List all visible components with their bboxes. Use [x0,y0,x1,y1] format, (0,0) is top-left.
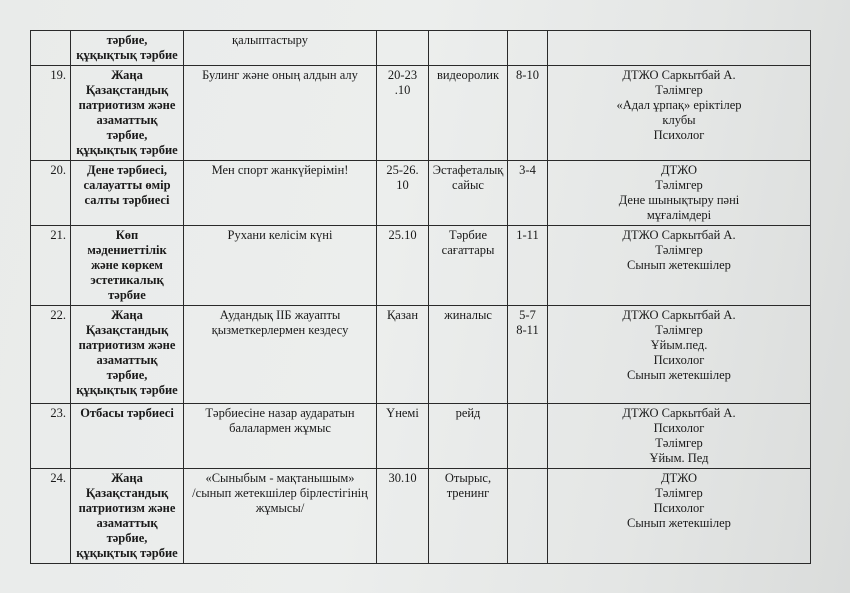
cell-direction [71,226,184,306]
direction-line: Жаңа [111,68,143,82]
responsible-line: ДТЖО Саркытбай А. [622,228,736,242]
event-line: «Сыныбым - мақтанышым» [205,471,355,485]
table-row [31,404,811,469]
table-row [31,66,811,161]
education-plan-table [30,30,811,564]
date-line: 30.10 [388,471,417,485]
responsible-line: Тәлімгер [655,323,703,337]
responsible-line: Тәлімгер [655,436,703,450]
form-line: Тәрбие сағаттары [441,228,495,257]
table-row [31,161,811,226]
cell-form [429,306,508,404]
event-line: Рухани келісім күні [227,228,333,242]
table-row [31,469,811,564]
cell-classes [508,66,548,161]
cell-date [377,161,429,226]
responsible-line: «Адал ұрпақ» еріктілер [616,98,742,112]
date-line: Қазан [386,308,419,322]
cell-classes [508,306,548,404]
direction-line: тәрбие, [106,128,148,142]
cell-date [377,66,429,161]
date-line: .10 [394,83,411,97]
table-row [31,226,811,306]
responsible-line: Психолог [653,128,705,142]
responsible-line: Психолог [653,353,705,367]
cell-responsible [548,66,811,161]
direction-line: тәрбие [108,288,146,302]
direction-line: Отбасы тәрбиесі [80,406,174,420]
cell-direction [71,469,184,564]
date-line: Үнемі [386,406,419,420]
event-line: Булинг және оның алдын алу [202,68,358,82]
direction-line: эстетикалық [90,273,164,287]
direction-line: құқықтық тәрбие [76,48,178,62]
classes-line: 8-11 [516,323,539,337]
event-line: балалармен жұмыс [229,421,331,435]
cell-responsible [548,226,811,306]
form-line: Отырыс, [444,471,492,485]
direction-line: мәдениеттілік [87,243,167,257]
direction-line: құқықтық тәрбие [76,546,178,560]
direction-line: құқықтық тәрбие [76,143,178,157]
form-line: тренинг [446,486,490,500]
date-line: 25.10 [388,228,417,242]
direction-line: патриотизм және [78,501,176,515]
direction-line: Көп [115,228,139,242]
responsible-line: Ұйым.пед. [650,338,708,352]
cell-form [429,31,508,66]
event-line: Мен спорт жанкүйерімін! [211,163,349,177]
event-line: Тәрбиесіне назар аударатын [205,406,355,420]
cell-responsible [548,161,811,226]
cell-date [377,469,429,564]
event-line: /сынып жетекшілер бірлестігінің [192,486,368,500]
event-line: Аудандық ІІБ жауапты [219,308,341,322]
event-line: жұмысы/ [255,501,305,515]
responsible-line: ДТЖО [660,471,698,485]
responsible-line: Сынып жетекшілер [627,258,731,272]
responsible-line: ДТЖО Саркытбай А. [622,308,736,322]
cell-event [184,31,377,66]
table-row-top [31,31,811,66]
direction-line: Қазақстандық [85,323,169,337]
cell-date [377,31,429,66]
cell-responsible [548,469,811,564]
direction-line: Дене тәрбиесі, [86,163,168,177]
responsible-line: Сынып жетекшілер [627,368,731,382]
cell-date [377,306,429,404]
direction-line: тәрбие, [106,33,148,47]
cell-date [377,226,429,306]
cell-form [429,226,508,306]
form-line: Эстафеталық [432,163,504,177]
cell-event [184,66,377,161]
cell-direction [71,161,184,226]
responsible-line: ДТЖО Саркытбай А. [622,406,736,420]
cell-direction [71,31,184,66]
cell-event [184,306,377,404]
form-line: рейд [455,406,481,420]
responsible-line: мұғалімдері [646,208,712,222]
cell-form [429,469,508,564]
responsible-line: Тәлімгер [655,83,703,97]
cell-form [429,404,508,469]
cell-classes [508,161,548,226]
responsible-line: ДТЖО [660,163,698,177]
cell-direction [71,66,184,161]
direction-line: патриотизм және [78,338,176,352]
form-line: видеоролик [436,68,500,82]
direction-line: азаматтық [96,353,158,367]
direction-line: салауатты өмір [83,178,171,192]
direction-line: тәрбие, [106,531,148,545]
cell-form [429,161,508,226]
responsible-line: клубы [662,113,696,127]
direction-line: азаматтық [96,516,158,530]
cell-date [377,404,429,469]
responsible-line: Ұйым. Пед [649,451,709,465]
cell-direction [71,404,184,469]
form-line: сайыс [452,178,484,192]
cell-event [184,161,377,226]
cell-event [184,404,377,469]
cell-responsible [548,404,811,469]
responsible-line: ДТЖО Саркытбай А. [622,68,736,82]
cell-num: 22. [31,306,71,404]
cell-classes [508,31,548,66]
cell-classes [508,226,548,306]
direction-line: азаматтық [96,113,158,127]
cell-form [429,66,508,161]
direction-line: тәрбие, [106,368,148,382]
cell-num: 24. [31,469,71,564]
cell-num [31,31,71,66]
direction-line: салты тәрбиесі [84,193,170,207]
direction-line: Жаңа [111,471,143,485]
cell-num: 19. [31,66,71,161]
direction-line: Жаңа [111,308,143,322]
responsible-line: Тәлімгер [655,486,703,500]
direction-line: құқықтық тәрбие [76,383,178,397]
classes-line: 1-11 [516,228,539,242]
cell-responsible [548,31,811,66]
cell-responsible [548,306,811,404]
cell-event [184,469,377,564]
responsible-line: Психолог [653,501,705,515]
cell-direction [71,306,184,404]
date-line: 10 [396,178,409,192]
cell-num: 23. [31,404,71,469]
direction-line: және көркем [91,258,163,272]
responsible-line: Сынып жетекшілер [627,516,731,530]
responsible-line: Психолог [653,421,705,435]
event-line: қызметкерлермен кездесу [211,323,349,337]
cell-num: 20. [31,161,71,226]
responsible-line: Дене шынықтыру пәні [618,193,740,207]
cell-classes [508,404,548,469]
form-line: жиналыс [444,308,492,322]
responsible-line: Тәлімгер [655,178,703,192]
cell-num: 21. [31,226,71,306]
direction-line: Қазақстандық [85,486,169,500]
date-line: 25-26. [386,163,419,177]
cell-classes [508,469,548,564]
date-line: 20-23 [387,68,418,82]
classes-line: 8-10 [516,68,539,82]
direction-line: патриотизм және [78,98,176,112]
cell-event [184,226,377,306]
event-line: қалыптастыру [232,33,308,47]
table-row [31,306,811,404]
classes-line: 5-7 [519,308,536,322]
direction-line: Қазақстандық [85,83,169,97]
classes-line: 3-4 [519,163,536,177]
responsible-line: Тәлімгер [655,243,703,257]
